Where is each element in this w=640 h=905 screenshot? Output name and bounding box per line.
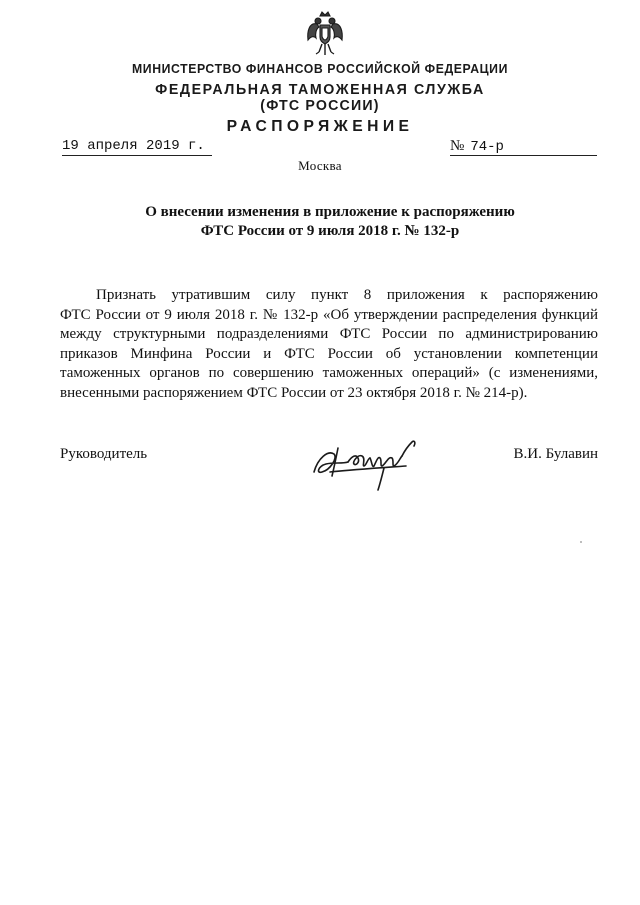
agency-short-name: (ФТС РОССИИ) xyxy=(260,98,380,114)
title-line: О внесении изменения в приложение к распоряжению xyxy=(145,204,515,220)
body-line: таможенных органов по совершению таможенных операций» (с изменениями, xyxy=(60,365,598,382)
body-line: приказов Минфина России и ФТС России об установлении компетенции xyxy=(60,345,598,362)
signer-name: В.И. Булавин xyxy=(513,446,598,462)
document-number xyxy=(450,137,597,156)
document-date: 19 апреля 2019 г. xyxy=(62,138,212,156)
body-line: Признать утратившим силу пункт 8 приложения к распоряжению xyxy=(96,287,598,303)
body-line: внесенными распоряжением ФТС России от 23 октября 2018 г. № 214-р). xyxy=(60,384,528,401)
document-type: РАСПОРЯЖЕНИЕ xyxy=(226,118,414,135)
number-sign: № xyxy=(450,138,465,154)
body-line: между структурными подразделениями ФТС России по администрированию xyxy=(60,326,598,343)
number-value: 74-р xyxy=(470,139,504,155)
ministry-name: МИНИСТЕРСТВО ФИНАНСОВ РОССИЙСКОЙ ФЕДЕРАЦИИ xyxy=(132,62,508,76)
order-body xyxy=(60,286,598,404)
scan-artifact xyxy=(580,541,582,543)
coat-of-arms-icon xyxy=(305,10,345,58)
body-line: ФТС России от 9 июля 2018 г. № 132-р «Об утверждении распределения функций xyxy=(60,306,598,323)
handwritten-signature-icon xyxy=(308,428,428,492)
document-title xyxy=(60,203,600,241)
signer-position: Руководитель xyxy=(60,446,148,462)
document-city: Москва xyxy=(298,158,342,173)
agency-name: ФЕДЕРАЛЬНАЯ ТАМОЖЕННАЯ СЛУЖБА xyxy=(155,82,485,98)
title-line: ФТС России от 9 июля 2018 г. № 132-р xyxy=(200,223,460,239)
